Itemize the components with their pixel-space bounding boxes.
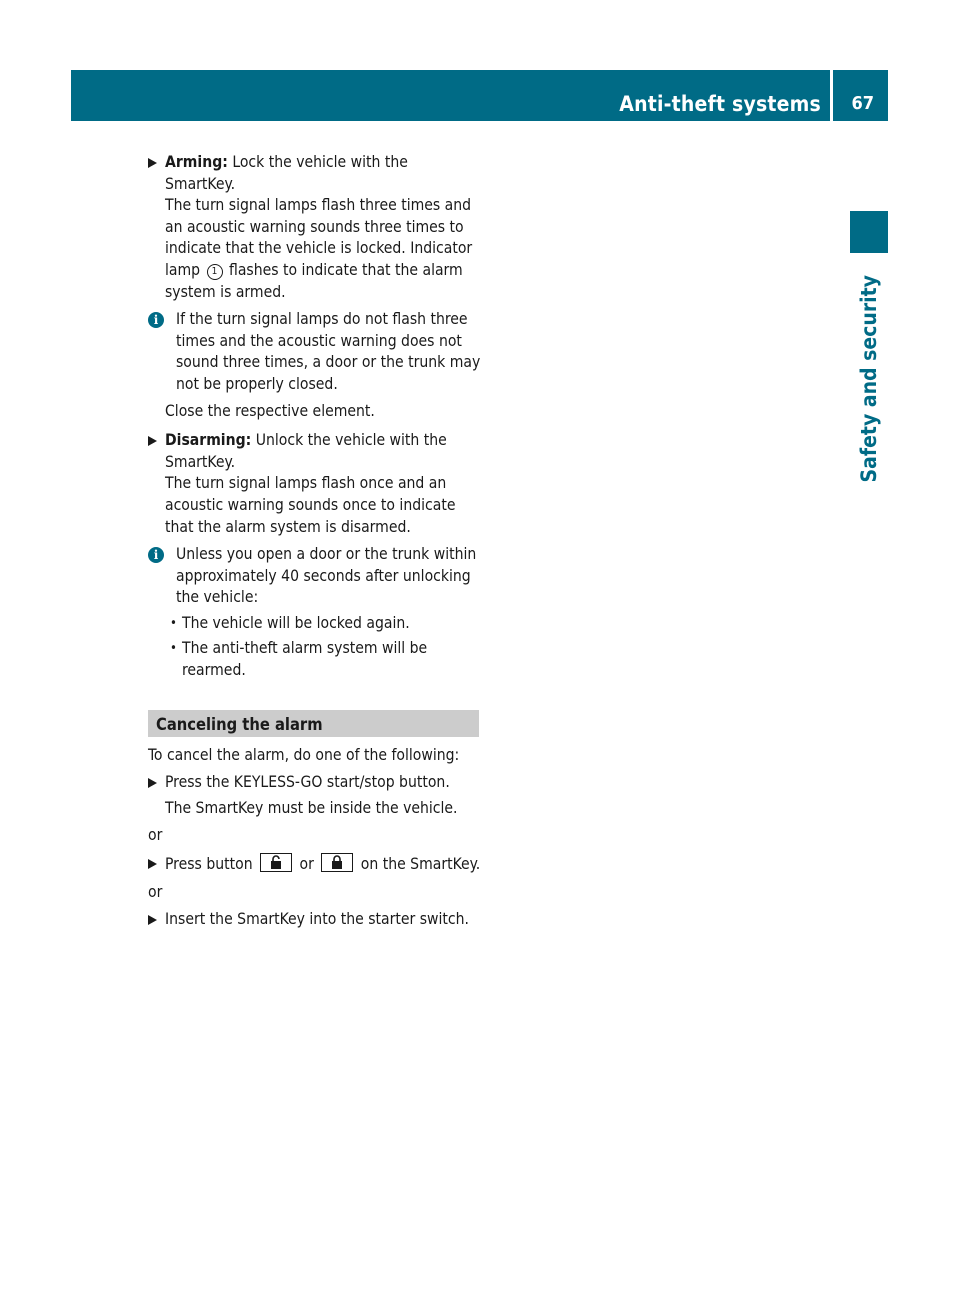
disarming-step xyxy=(148,430,482,538)
header-title: Anti-theft systems xyxy=(619,92,821,116)
lock-button-icon xyxy=(321,853,353,872)
arming-line2b: flashes to indicate that the alarm system is armed. xyxy=(165,260,463,301)
or-separator: or xyxy=(148,826,163,845)
unlock-button-icon xyxy=(260,853,292,872)
cancel-step-3-text: Insert the SmartKey into the starter switch. xyxy=(165,910,469,929)
disarming-label: Disarming: xyxy=(165,431,252,450)
list-item xyxy=(148,613,482,635)
side-tab xyxy=(850,262,888,482)
cancel-step-1-note: The SmartKey must be inside the vehicle. xyxy=(165,798,458,817)
step-arrow-icon xyxy=(148,158,157,168)
header-divider xyxy=(830,70,833,121)
info1-text: If the turn signal lamps do not flash three times and the acoustic warning does not sound three times, a door or the trunk may not be properly closed. xyxy=(176,310,481,393)
cancel-step-1 xyxy=(148,772,482,794)
cancel-step-1-text: Press the KEYLESS-GO start/stop button. xyxy=(165,773,450,792)
arming-step xyxy=(148,152,482,303)
arming-line1: Lock the vehicle with the SmartKey. xyxy=(165,153,408,193)
bullet-text: The anti-theft alarm system will be rearmed. xyxy=(182,639,428,680)
info-note-1 xyxy=(148,309,482,422)
or-separator: or xyxy=(148,882,163,901)
disarming-line1: Unlock the vehicle with the SmartKey. xyxy=(165,431,447,471)
cancel-step-2-or: or xyxy=(295,855,319,874)
step-arrow-icon xyxy=(148,778,157,788)
cancel-step-3 xyxy=(148,909,482,931)
lamp-number-icon: 1 xyxy=(207,264,223,280)
step-arrow-icon xyxy=(148,859,157,869)
step-arrow-icon xyxy=(148,915,157,925)
section-heading: Canceling the alarm xyxy=(148,710,479,737)
cancel-step-2a: Press button xyxy=(165,855,258,874)
arming-label: Arming: xyxy=(165,153,228,171)
main-content xyxy=(148,152,482,937)
page-number: 67 xyxy=(851,93,874,114)
info2-text: Unless you open a door or the trunk within approximately 40 seconds after unlocking the vehicle: xyxy=(176,545,477,607)
arming-line2a: The turn signal lamps flash three times and an acoustic warning sounds three times to indicate that the vehicle is locked. Indicator lamp xyxy=(165,196,473,279)
disarming-line2: The turn signal lamps flash once and an acoustic warning sounds once to indicate that the alarm system is disarmed. xyxy=(165,474,456,536)
bullet-text: The vehicle will be locked again. xyxy=(182,613,410,632)
page-header xyxy=(71,70,888,121)
bullet-icon: • xyxy=(170,641,177,657)
side-tab-label: Safety and security xyxy=(857,274,881,482)
side-tab-marker xyxy=(850,211,888,253)
cancel-step-2b: on the SmartKey. xyxy=(356,855,481,874)
step-arrow-icon xyxy=(148,436,157,446)
info1-close: Close the respective element. xyxy=(165,401,375,420)
cancel-intro: To cancel the alarm, do one of the following: xyxy=(148,745,460,764)
info-icon: i xyxy=(148,312,164,328)
bullet-icon: • xyxy=(170,615,177,631)
info-icon: i xyxy=(148,547,164,563)
cancel-step-2 xyxy=(148,853,482,876)
info-note-2 xyxy=(148,544,482,609)
list-item xyxy=(148,638,482,681)
